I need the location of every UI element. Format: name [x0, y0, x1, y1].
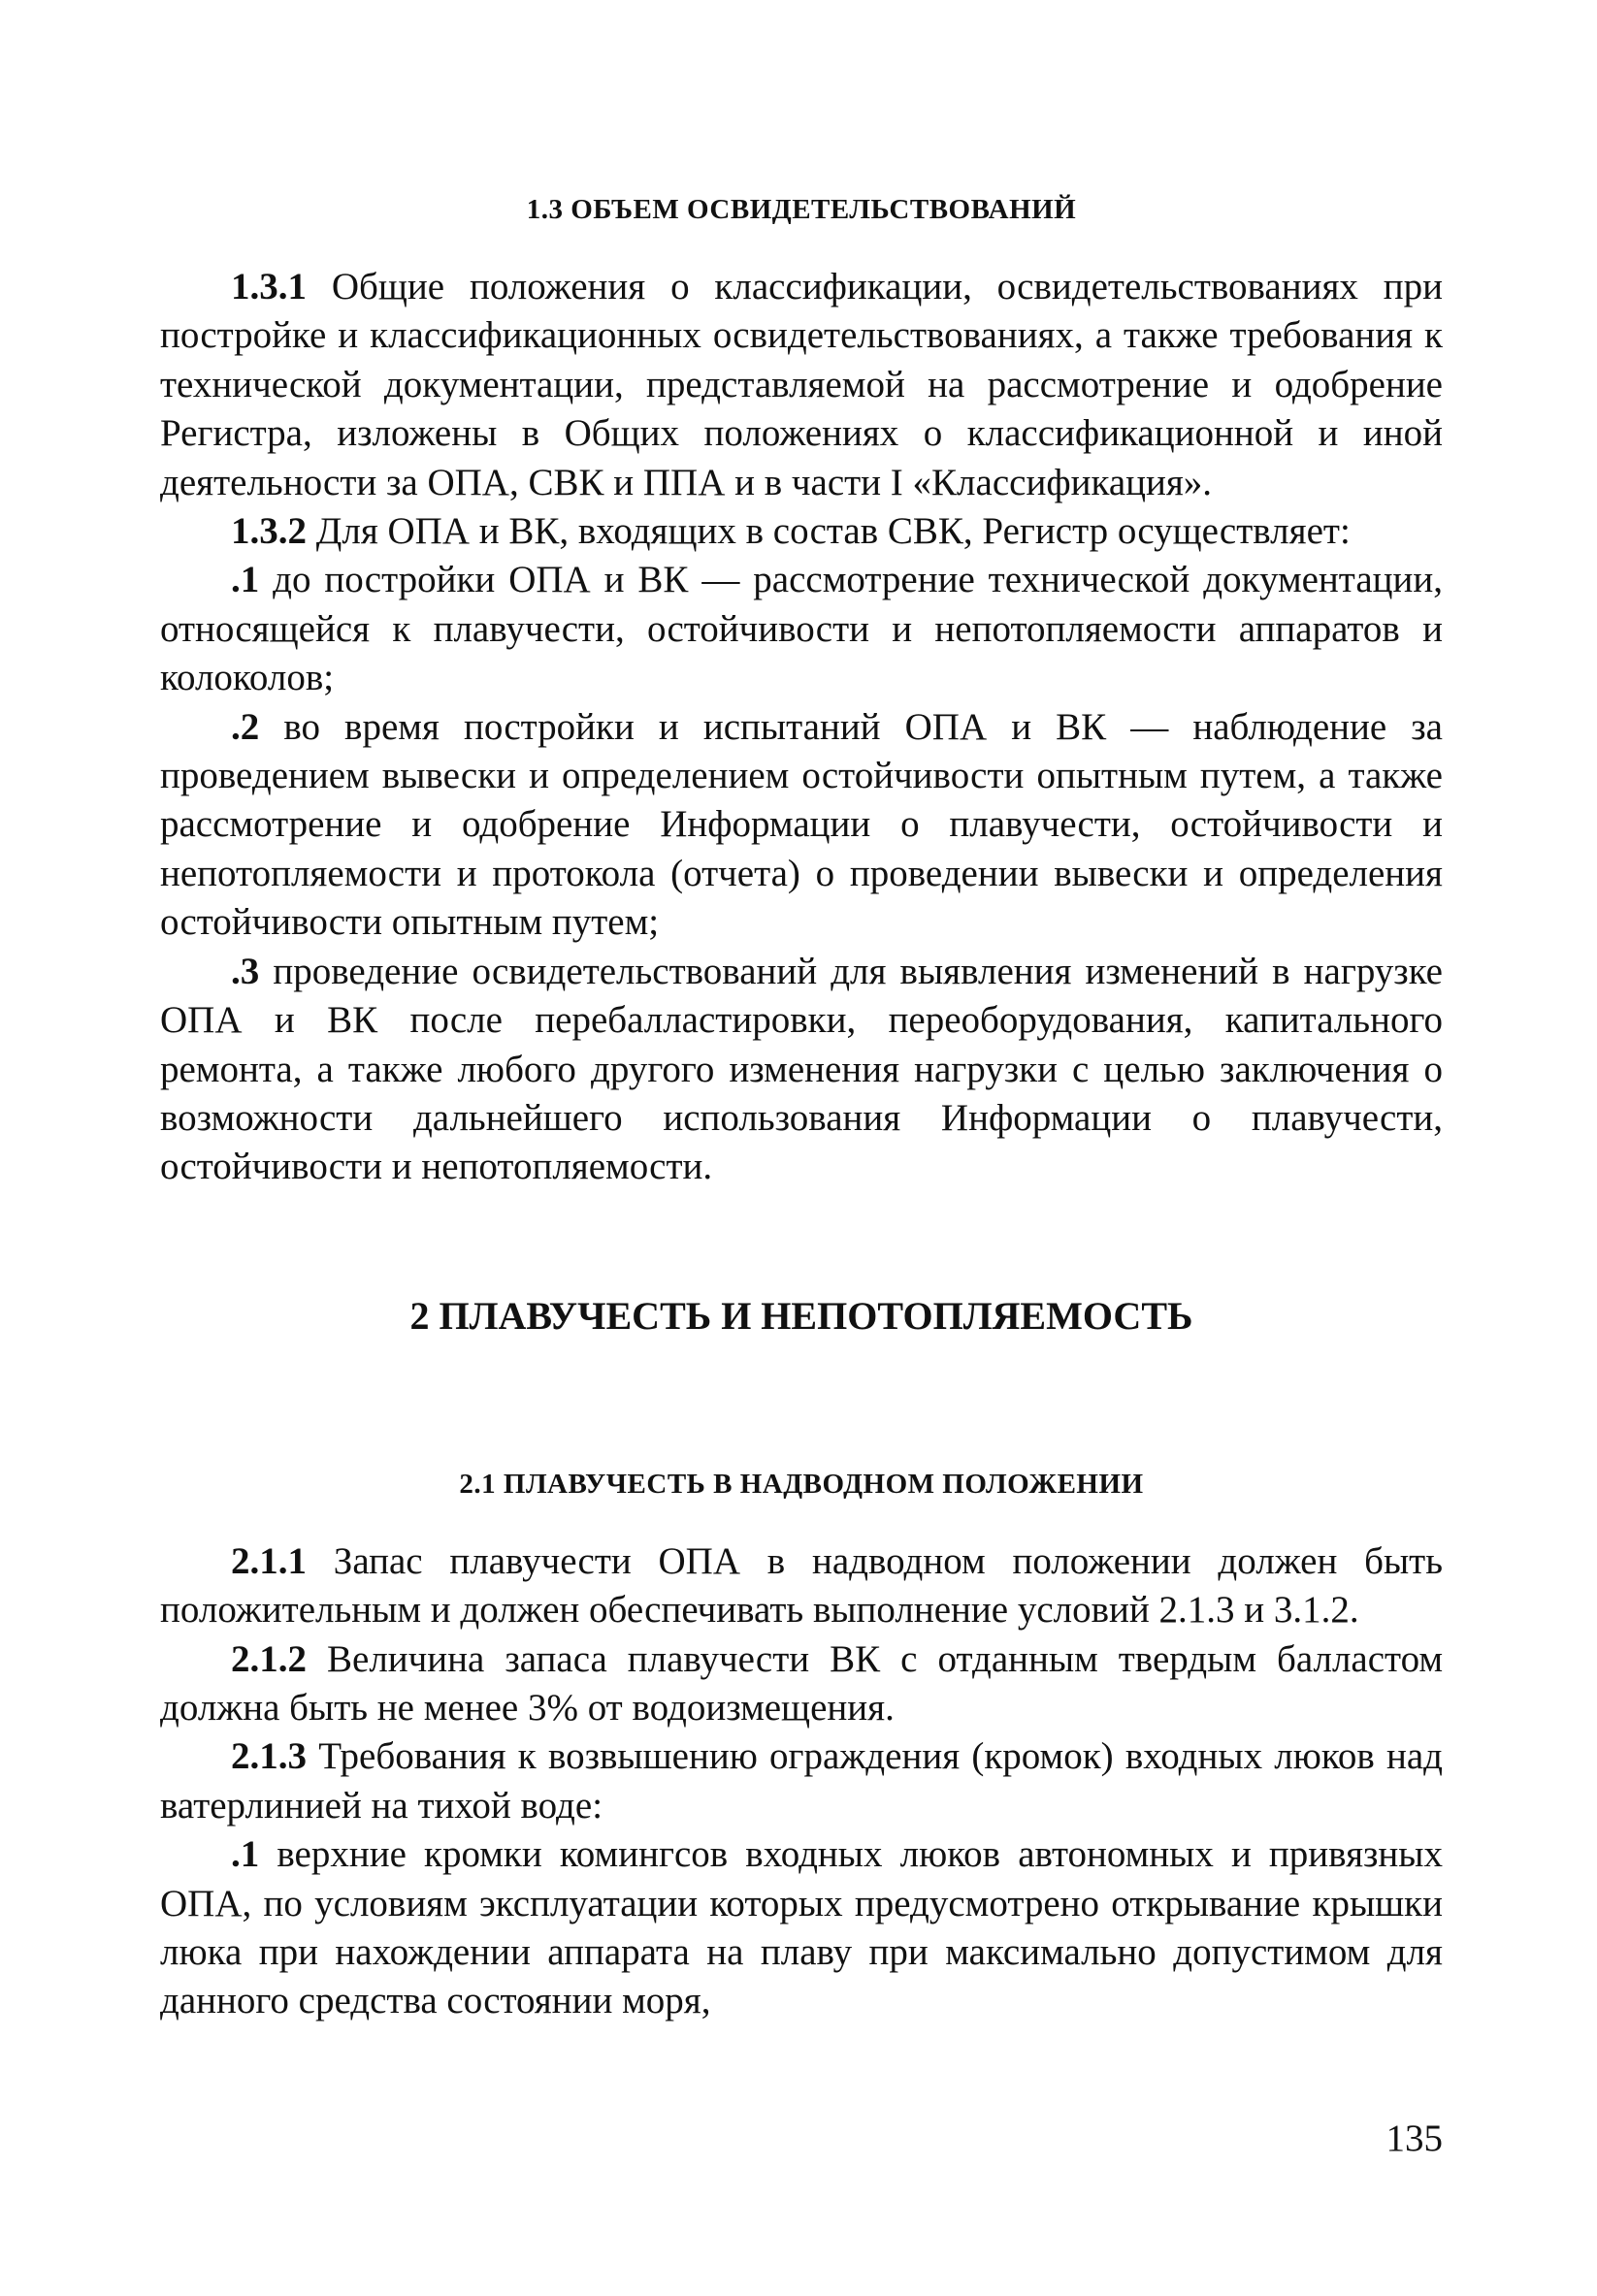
item-number: .1: [231, 1833, 260, 1876]
list-item-2-1-3-1: [160, 1830, 1443, 2026]
spacer: [160, 226, 1443, 263]
item-number: .3: [231, 950, 260, 992]
spacer: [160, 1192, 1443, 1293]
item-text: верхние кромки комингсов входных люков автономных и привязных ОПА, по условиям эксплуатации которых предусмотрено открывание крышки люка при нахождении аппарата на плаву при максимально допустимом для данного средства состоянии моря,: [160, 1833, 1443, 2022]
section-title-1-3: 1.3 ОБЪЕМ ОСВИДЕТЕЛЬСТВОВАНИЙ: [526, 194, 1077, 225]
paragraph-text: Для ОПА и ВК, входящих в состав СВК, Регистр осуществляет:: [307, 510, 1351, 553]
page-number: 135: [1385, 2118, 1443, 2159]
item-number: .2: [231, 705, 260, 748]
item-text: до постройки ОПА и ВК — рассмотрение технической документации, относящейся к плавучести, остойчивости и непотопляемости аппаратов и колоколов;: [160, 559, 1443, 699]
paragraph-1-3-1: [160, 263, 1443, 507]
list-item-1-3-2-2: [160, 703, 1443, 948]
paragraph-text: Величина запаса плавучести ВК с отданным твердым балластом должна быть не менее 3% от водоизмещения.: [160, 1637, 1443, 1729]
paragraph-number: 2.1.2: [231, 1637, 307, 1680]
paragraph-number: 1.3.1: [231, 266, 307, 307]
paragraph-text: Требования к возвышению ограждения (кромок) входных люков над ватерлинией на тихой воде:: [160, 1735, 1443, 1827]
item-text: во время постройки и испытаний ОПА и ВК — наблюдение за проведением вывески и определением остойчивости опытным путем, а также рассмотрение и одобрение Информации о плавучести, остойчивости и непотопляемости и протокола (отчета) о проведении вывески и определения остойчивости опытным путем;: [160, 705, 1443, 944]
spacer: [160, 1339, 1443, 1469]
paragraph-2-1-3: [160, 1732, 1443, 1830]
list-item-1-3-2-3: [160, 948, 1443, 1192]
section-title-2-1: 2.1 ПЛАВУЧЕСТЬ В НАДВОДНОМ ПОЛОЖЕНИИ: [459, 1468, 1144, 1500]
item-number: .1: [231, 559, 260, 601]
paragraph-text: Общие положения о классификации, освидетельствованиях при постройке и классификационных освидетельствованиях, а также требования к технической документации, представляемой на рассмотрение и одобрение Регистра, изложены в Общих положениях о классификационной и иной деятельности за ОПА, СВК и ППА и в части I «Классификация».: [160, 266, 1443, 503]
chapter-title-2: 2 ПЛАВУЧЕСТЬ И НЕПОТОПЛЯЕМОСТЬ: [409, 1293, 1193, 1338]
paragraph-2-1-1: [160, 1537, 1443, 1635]
document-page: [160, 194, 1443, 2026]
paragraph-number: 2.1.1: [231, 1539, 307, 1582]
list-item-1-3-2-1: [160, 556, 1443, 702]
item-text: проведение освидетельствований для выявления изменений в нагрузке ОПА и ВК после перебалластировки, переоборудования, капитального ремонта, а также любого другого изменения нагрузки с целью заключения о возможности дальнейшего использования Информации о плавучести, остойчивости и непотопляемости.: [160, 950, 1443, 1188]
paragraph-1-3-2: [160, 507, 1443, 556]
spacer: [160, 1501, 1443, 1537]
paragraph-number: 2.1.3: [231, 1735, 307, 1778]
paragraph-number: 1.3.2: [231, 510, 307, 553]
paragraph-text: Запас плавучести ОПА в надводном положении должен быть положительным и должен обеспечивать выполнение условий 2.1.3 и 3.1.2.: [160, 1539, 1443, 1632]
paragraph-2-1-2: [160, 1635, 1443, 1733]
